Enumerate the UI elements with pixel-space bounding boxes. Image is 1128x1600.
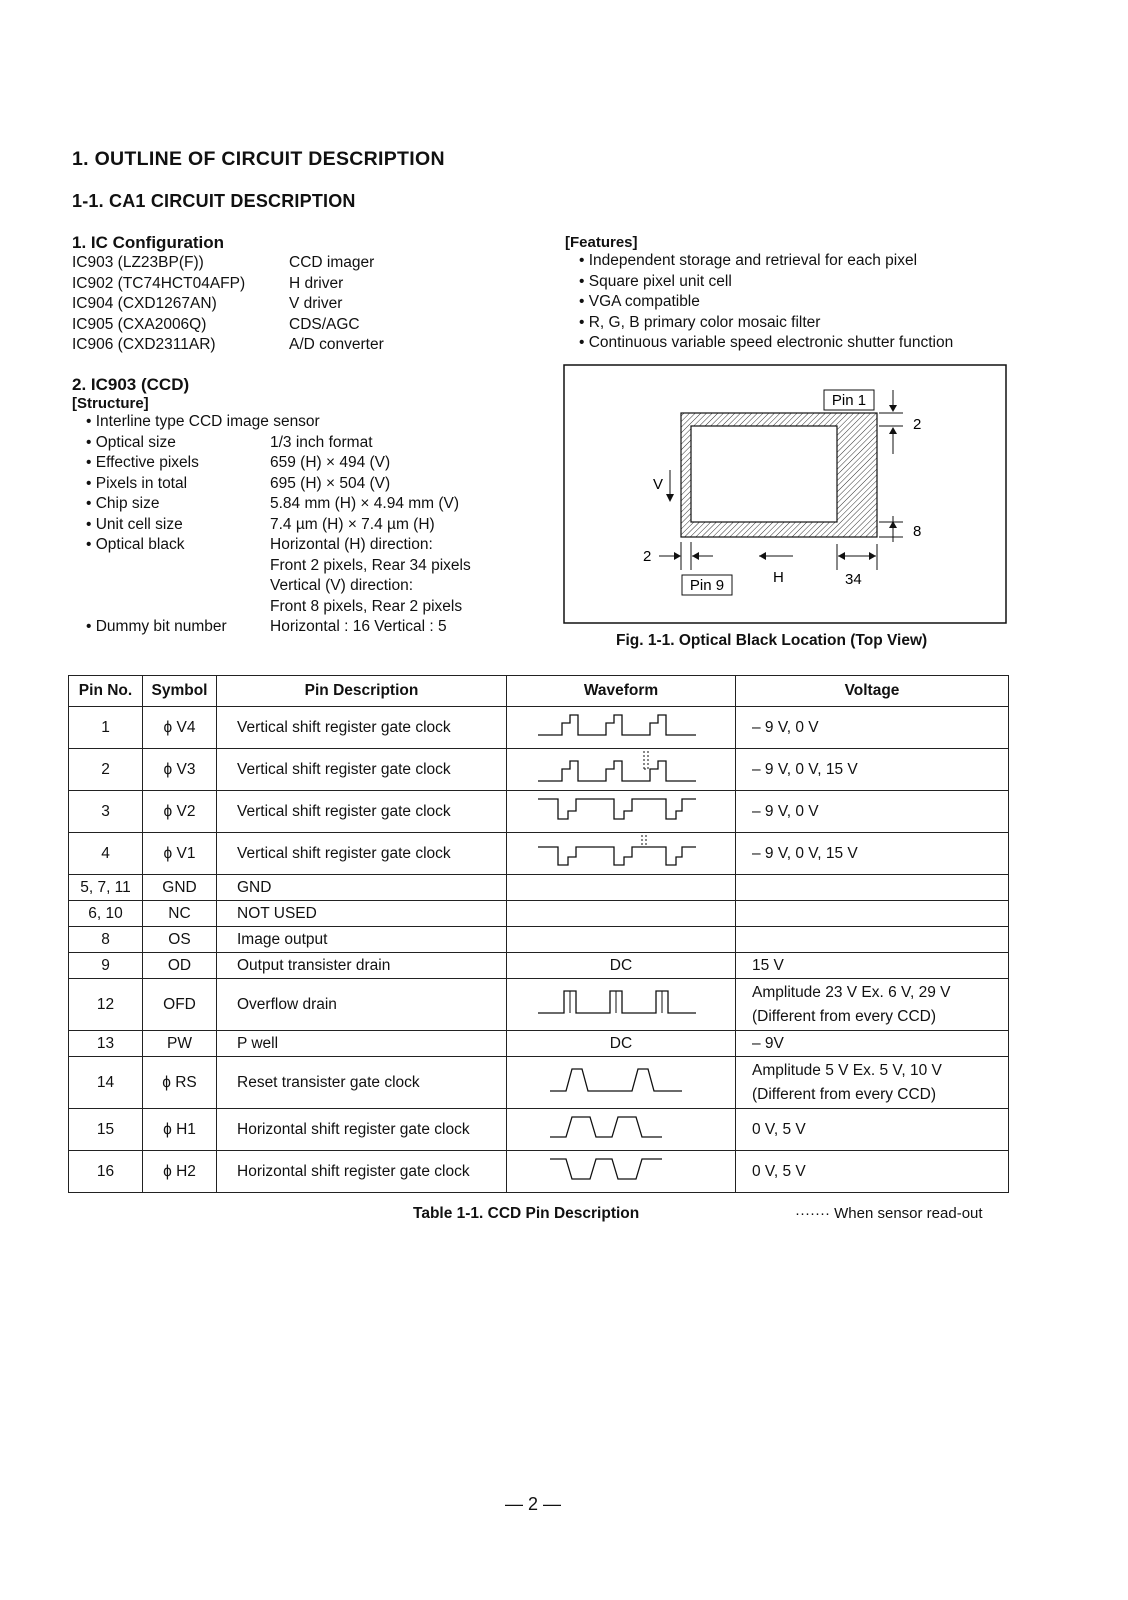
pin-voltage: – 9 V, 0 V, 15 V <box>736 833 1009 875</box>
pin-number: 3 <box>69 791 143 833</box>
features-list <box>579 251 953 354</box>
optical-black-figure <box>563 364 1007 624</box>
pin-symbol: OD <box>143 953 217 979</box>
table-row <box>69 1109 1009 1151</box>
pin-number: 4 <box>69 833 143 875</box>
pin-symbol: ϕ RS <box>143 1057 217 1109</box>
table-header-row <box>69 676 1009 707</box>
pin-symbol: ϕ H1 <box>143 1109 217 1151</box>
ic-function: CDS/AGC <box>289 315 360 333</box>
pin-description: Reset transister gate clock <box>217 1057 507 1109</box>
dim-2-right: 2 <box>913 416 922 433</box>
waveform-cell <box>507 1151 736 1193</box>
structure-label: • Unit cell size <box>86 515 270 536</box>
ic-function: CCD imager <box>289 254 375 271</box>
header-pin-no: Pin No. <box>69 676 143 707</box>
waveform-cell <box>507 707 736 749</box>
arrow-head <box>666 494 674 502</box>
pin-voltage: 15 V <box>736 953 1009 979</box>
waveform-h1 <box>536 1113 706 1141</box>
pin-description: P well <box>217 1031 507 1057</box>
waveform-cell <box>507 791 736 833</box>
waveform-cell <box>507 1109 736 1151</box>
structure-value: 5.84 mm (H) × 4.94 mm (V) <box>270 495 460 512</box>
pin-number: 16 <box>69 1151 143 1193</box>
pin-symbol: ϕ V1 <box>143 833 217 875</box>
pin-symbol: OFD <box>143 979 217 1031</box>
pin-description: Horizontal shift register gate clock <box>217 1109 507 1151</box>
waveform-v1 <box>536 833 706 869</box>
features <box>565 234 953 354</box>
waveform-rs <box>536 1065 706 1095</box>
arrow-head <box>889 405 897 412</box>
pin-description: Vertical shift register gate clock <box>217 749 507 791</box>
voltage-line: Amplitude 5 V Ex. 5 V, 10 V <box>752 1061 942 1079</box>
structure-value: Front 2 pixels, Rear 34 pixels <box>270 556 471 574</box>
ic-function: A/D converter <box>289 336 384 353</box>
waveform-v2 <box>536 795 706 823</box>
pin-voltage <box>736 875 1009 901</box>
v-label: V <box>653 476 664 493</box>
waveform-ofd <box>536 987 706 1017</box>
waveform-cell <box>507 901 736 927</box>
pin-description: Vertical shift register gate clock <box>217 833 507 875</box>
table-row <box>69 749 1009 791</box>
ccd-title: 2. IC903 (CCD) <box>72 375 190 394</box>
structure-label: • Chip size <box>86 494 270 515</box>
header-symbol: Symbol <box>143 676 217 707</box>
dim-8: 8 <box>913 523 922 540</box>
table-caption: Table 1-1. CCD Pin Description <box>413 1205 640 1222</box>
structure-label: • Effective pixels <box>86 453 270 474</box>
pin-number: 1 <box>69 707 143 749</box>
voltage-line: (Different from every CCD) <box>752 1007 937 1025</box>
ic-name: IC905 (CXA2006Q) <box>72 315 207 333</box>
structure-label-blank <box>86 576 270 597</box>
waveform-v4 <box>536 711 706 739</box>
header-pin-description: Pin Description <box>217 676 507 707</box>
feature-item: • Continuous variable speed electronic shutter function <box>579 333 953 354</box>
pin-number: 13 <box>69 1031 143 1057</box>
table-row <box>69 953 1009 979</box>
waveform-cell <box>507 833 736 875</box>
pin-description: Overflow drain <box>217 979 507 1031</box>
pin-voltage <box>736 1057 1009 1109</box>
structure-value: Horizontal (H) direction: <box>270 536 433 553</box>
arrow-head <box>692 552 699 560</box>
pin-number: 14 <box>69 1057 143 1109</box>
feature-item: • Independent storage and retrieval for each pixel <box>579 251 953 272</box>
table-row <box>69 1031 1009 1057</box>
structure-value: 659 (H) × 494 (V) <box>270 454 391 471</box>
table-row <box>69 1057 1009 1109</box>
pin-number: 9 <box>69 953 143 979</box>
pin-symbol: NC <box>143 901 217 927</box>
voltage-line: Amplitude 23 V Ex. 6 V, 29 V <box>752 983 951 1001</box>
waveform-cell <box>507 875 736 901</box>
arrow-head <box>869 552 876 560</box>
structure-list <box>72 433 510 638</box>
table-row <box>69 901 1009 927</box>
pin-symbol: ϕ V4 <box>143 707 217 749</box>
pin-voltage: – 9 V, 0 V, 15 V <box>736 749 1009 791</box>
ic-name: IC902 (TC74HCT04AFP) <box>72 274 246 292</box>
pin-symbol: GND <box>143 875 217 901</box>
table-row <box>69 875 1009 901</box>
arrow-head <box>759 552 766 560</box>
waveform-v3 <box>536 749 706 785</box>
ic-function: H driver <box>289 274 344 292</box>
pin-number: 15 <box>69 1109 143 1151</box>
ccd-pin-table <box>68 675 1009 1193</box>
pin-voltage: 0 V, 5 V <box>736 1151 1009 1193</box>
dim-2-left: 2 <box>643 548 652 565</box>
pin-number: 6, 10 <box>69 901 143 927</box>
pin-description: NOT USED <box>217 901 507 927</box>
pin-voltage: – 9 V, 0 V <box>736 791 1009 833</box>
feature-item: • Square pixel unit cell <box>579 272 953 293</box>
structure-value: 7.4 µm (H) × 7.4 µm (H) <box>270 515 435 533</box>
structure-label: • Pixels in total <box>86 474 270 495</box>
pin-description: Horizontal shift register gate clock <box>217 1151 507 1193</box>
pin1-label: Pin 1 <box>831 392 867 409</box>
structure-label: • Optical size <box>86 433 270 454</box>
pin-description: Output transister drain <box>217 953 507 979</box>
table-row <box>69 791 1009 833</box>
structure-value: Vertical (V) direction: <box>270 577 413 594</box>
pin-symbol: ϕ V3 <box>143 749 217 791</box>
voltage-line: (Different from every CCD) <box>752 1085 937 1103</box>
page-title: 1. OUTLINE OF CIRCUIT DESCRIPTION <box>72 148 445 170</box>
table-note: ······· When sensor read-out <box>795 1205 983 1222</box>
table-row <box>69 979 1009 1031</box>
features-title: [Features] <box>565 234 638 251</box>
h-label: H <box>773 569 784 586</box>
pin-description: GND <box>217 875 507 901</box>
pin-description: Vertical shift register gate clock <box>217 707 507 749</box>
pin-voltage: 0 V, 5 V <box>736 1109 1009 1151</box>
table-row <box>69 833 1009 875</box>
ic-name: IC906 (CXD2311AR) <box>72 336 216 353</box>
ic-name: IC904 (CXD1267AN) <box>72 295 217 312</box>
feature-item: • R, G, B primary color mosaic filter <box>579 313 953 334</box>
structure-intro: • Interline type CCD image sensor <box>86 413 320 430</box>
pin-symbol: ϕ V2 <box>143 791 217 833</box>
arrow-head <box>674 552 681 560</box>
figure-caption: Fig. 1-1. Optical Black Location (Top View) <box>616 632 928 649</box>
page-number: — 2 — <box>505 1494 562 1514</box>
ic-config-title: 1. IC Configuration <box>72 233 225 252</box>
pin-number: 2 <box>69 749 143 791</box>
waveform-cell <box>507 749 736 791</box>
table-row <box>69 707 1009 749</box>
pin-number: 8 <box>69 927 143 953</box>
waveform-cell <box>507 979 736 1031</box>
pin-description: Image output <box>217 927 507 953</box>
pin-voltage: – 9V <box>736 1031 1009 1057</box>
pin-voltage: – 9 V, 0 V <box>736 707 1009 749</box>
pin-voltage <box>736 979 1009 1031</box>
table-row <box>69 1151 1009 1193</box>
pin-voltage <box>736 927 1009 953</box>
pin-number: 12 <box>69 979 143 1031</box>
ccd-section <box>72 375 510 638</box>
waveform-cell <box>507 1057 736 1109</box>
header-voltage: Voltage <box>736 676 1009 707</box>
ic-configuration <box>72 233 409 356</box>
arrow-head <box>889 427 897 434</box>
structure-value: Front 8 pixels, Rear 2 pixels <box>270 597 463 615</box>
feature-item: • VGA compatible <box>579 292 953 313</box>
waveform-h2 <box>536 1155 706 1183</box>
pin-symbol: PW <box>143 1031 217 1057</box>
waveform-cell: DC <box>507 1031 736 1057</box>
sensor-effective-area <box>691 426 837 522</box>
structure-label: • Dummy bit number <box>86 617 270 638</box>
pin-description: Vertical shift register gate clock <box>217 791 507 833</box>
structure-label-blank <box>86 597 270 618</box>
table-row <box>69 927 1009 953</box>
structure-value: 1/3 inch format <box>270 433 373 451</box>
ic-name: IC903 (LZ23BP(F)) <box>72 254 204 271</box>
pin-symbol: ϕ H2 <box>143 1151 217 1193</box>
waveform-cell: DC <box>507 953 736 979</box>
pin-voltage <box>736 901 1009 927</box>
structure-label-blank <box>86 556 270 577</box>
structure-value: Horizontal : 16 Vertical : 5 <box>270 618 447 635</box>
header-waveform: Waveform <box>507 676 736 707</box>
arrow-head <box>838 552 845 560</box>
section-title: 1-1. CA1 CIRCUIT DESCRIPTION <box>72 191 356 211</box>
pin-symbol: OS <box>143 927 217 953</box>
ic-function: V driver <box>289 295 343 312</box>
structure-value: 695 (H) × 504 (V) <box>270 474 391 492</box>
dim-34: 34 <box>845 571 862 588</box>
waveform-cell <box>507 927 736 953</box>
pin9-label: Pin 9 <box>689 577 725 594</box>
structure-title: [Structure] <box>72 395 149 412</box>
ic-config-list <box>72 253 409 356</box>
structure-label: • Optical black <box>86 535 270 556</box>
pin-number: 5, 7, 11 <box>69 875 143 901</box>
